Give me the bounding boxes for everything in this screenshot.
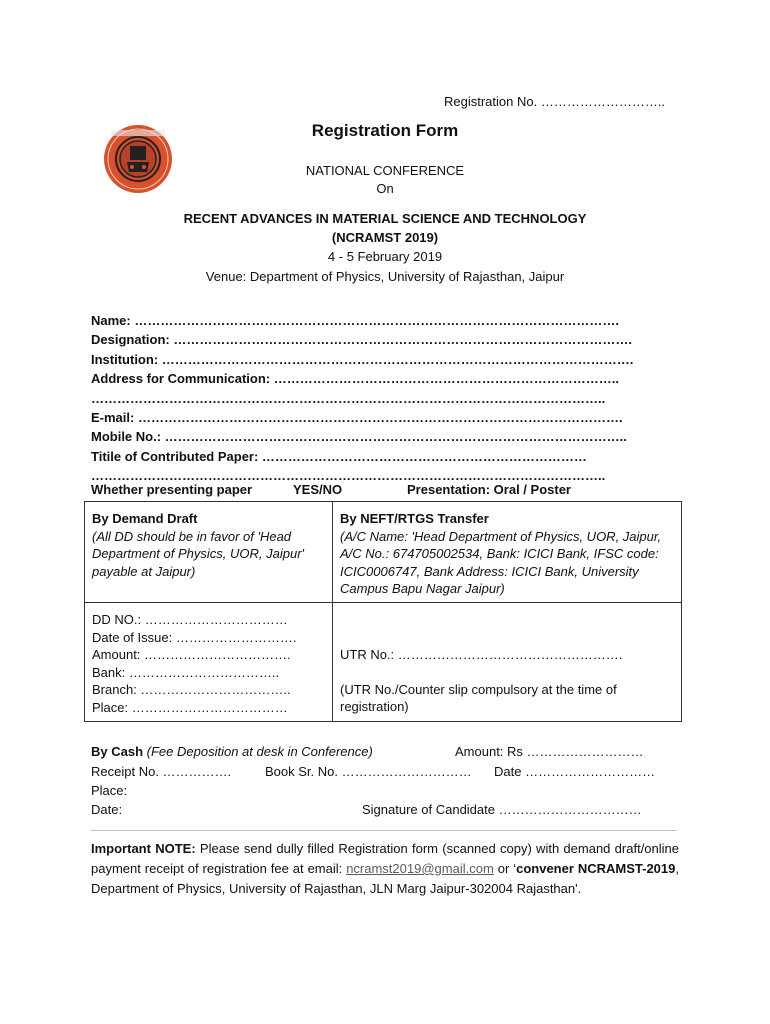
demand-draft-cell: [85, 502, 333, 603]
conference-type: NATIONAL CONFERENCE: [305, 163, 465, 178]
utr-note: (UTR No./Counter slip compulsory at the time of registration): [340, 681, 617, 714]
dd-number-field[interactable]: DD NO.: ……………………………: [92, 612, 288, 627]
conference-venue: Venue: Department of Physics, University of Rajasthan, Jaipur: [205, 269, 565, 284]
note-label: Important NOTE:: [91, 841, 196, 856]
conference-on: On: [376, 181, 394, 196]
signature-field[interactable]: Signature of Candidate ……………………………: [362, 802, 642, 817]
convener-label: convener NCRAMST-2019: [516, 861, 676, 876]
place-field[interactable]: Place:: [91, 783, 128, 798]
neft-note: (A/C Name: 'Head Department of Physics, UOR, Jaipur, A/C No.: 674705002534, Bank: ICICI Bank, IFSC code: ICIC0006747, Bank Address: ICICI Bank, University Campus Bapu Nagar Jaipur): [340, 528, 662, 596]
dd-date-field[interactable]: Date of Issue: ……………………….: [92, 629, 297, 645]
page-title: Registration Form: [311, 121, 459, 140]
paper-title-field[interactable]: Titile of Contributed Paper: …………………………………………………………………: [91, 448, 587, 464]
dd-place-field[interactable]: Place: ………………………………: [92, 699, 288, 715]
participant-fields: [91, 311, 671, 486]
address-field[interactable]: Address for Communication: ……………………………………………………………………..: [91, 371, 619, 387]
presenting-paper-label: Whether presenting paper: [91, 482, 253, 497]
email-link[interactable]: ncramst2019@gmail.com: [346, 861, 494, 876]
conference-dates: 4 - 5 February 2019: [327, 249, 443, 264]
neft-title: By NEFT/RTGS Transfer: [340, 511, 489, 526]
address-continuation-field[interactable]: ………………………………………………………………………………………………………..: [91, 390, 606, 406]
dd-branch-field[interactable]: Branch: ……………………………..: [92, 682, 291, 697]
cash-date-field[interactable]: Date …………………………: [494, 764, 656, 779]
demand-draft-details-cell: [85, 603, 333, 722]
demand-draft-title: By Demand Draft: [92, 511, 198, 526]
cash-label: By Cash: [91, 744, 144, 759]
demand-draft-note: (All DD should be in favor of 'Head Department of Physics, UOR, Jaipur' payable at Jaipur): [92, 528, 304, 579]
institution-field[interactable]: Institution: ……………………………………………………………………………………………….: [91, 351, 634, 367]
utr-number-field[interactable]: UTR No.: …………………………………………….: [340, 647, 623, 662]
cash-amount-field[interactable]: Amount: Rs ………………………: [455, 744, 644, 759]
designation-field[interactable]: Designation: …………………………………………………………………………………………….: [91, 332, 632, 348]
neft-details-cell: [333, 603, 682, 722]
yes-no-option[interactable]: YES/NO: [293, 482, 343, 497]
dd-bank-field[interactable]: Bank: ……………………………..: [92, 664, 280, 680]
cash-note: (Fee Deposition at desk in Conference): [146, 744, 373, 759]
important-note: [91, 839, 679, 899]
note-text-3: , Department of Physics, University of Rajasthan, JLN Marg Jaipur-302004 Rajasthan'.: [91, 861, 679, 896]
conference-name: RECENT ADVANCES IN MATERIAL SCIENCE AND TECHNOLOGY: [183, 211, 587, 226]
mobile-field[interactable]: Mobile No.: ……………………………………………………………………………………………..: [91, 429, 627, 445]
paper-title-continuation-field[interactable]: ………………………………………………………………………………………………………..: [91, 468, 606, 484]
date-field[interactable]: Date:: [91, 802, 123, 817]
presentation-mode-option[interactable]: Presentation: Oral / Poster: [407, 482, 571, 497]
section-divider: [91, 830, 676, 831]
payment-table: [84, 501, 682, 722]
neft-cell: [333, 502, 682, 603]
name-field[interactable]: Name: ………………………………………………………………………………………………….: [91, 313, 619, 328]
note-text-1: Please send dully filled Registration form (scanned copy) with demand draft/online payment receipt of registration fee at email:: [91, 841, 679, 876]
note-text-2: or ‘: [493, 861, 517, 876]
email-field[interactable]: E-mail: ………………………………………………………………………………………………….: [91, 410, 623, 426]
dd-amount-field[interactable]: Amount: …………………………….: [92, 647, 291, 662]
receipt-number-field[interactable]: Receipt No. …………….: [91, 764, 232, 779]
registration-number-field: Registration No. ………………………..: [444, 94, 666, 109]
book-serial-field[interactable]: Book Sr. No. …………………………: [265, 764, 472, 779]
conference-acronym: (NCRAMST 2019): [331, 230, 439, 245]
